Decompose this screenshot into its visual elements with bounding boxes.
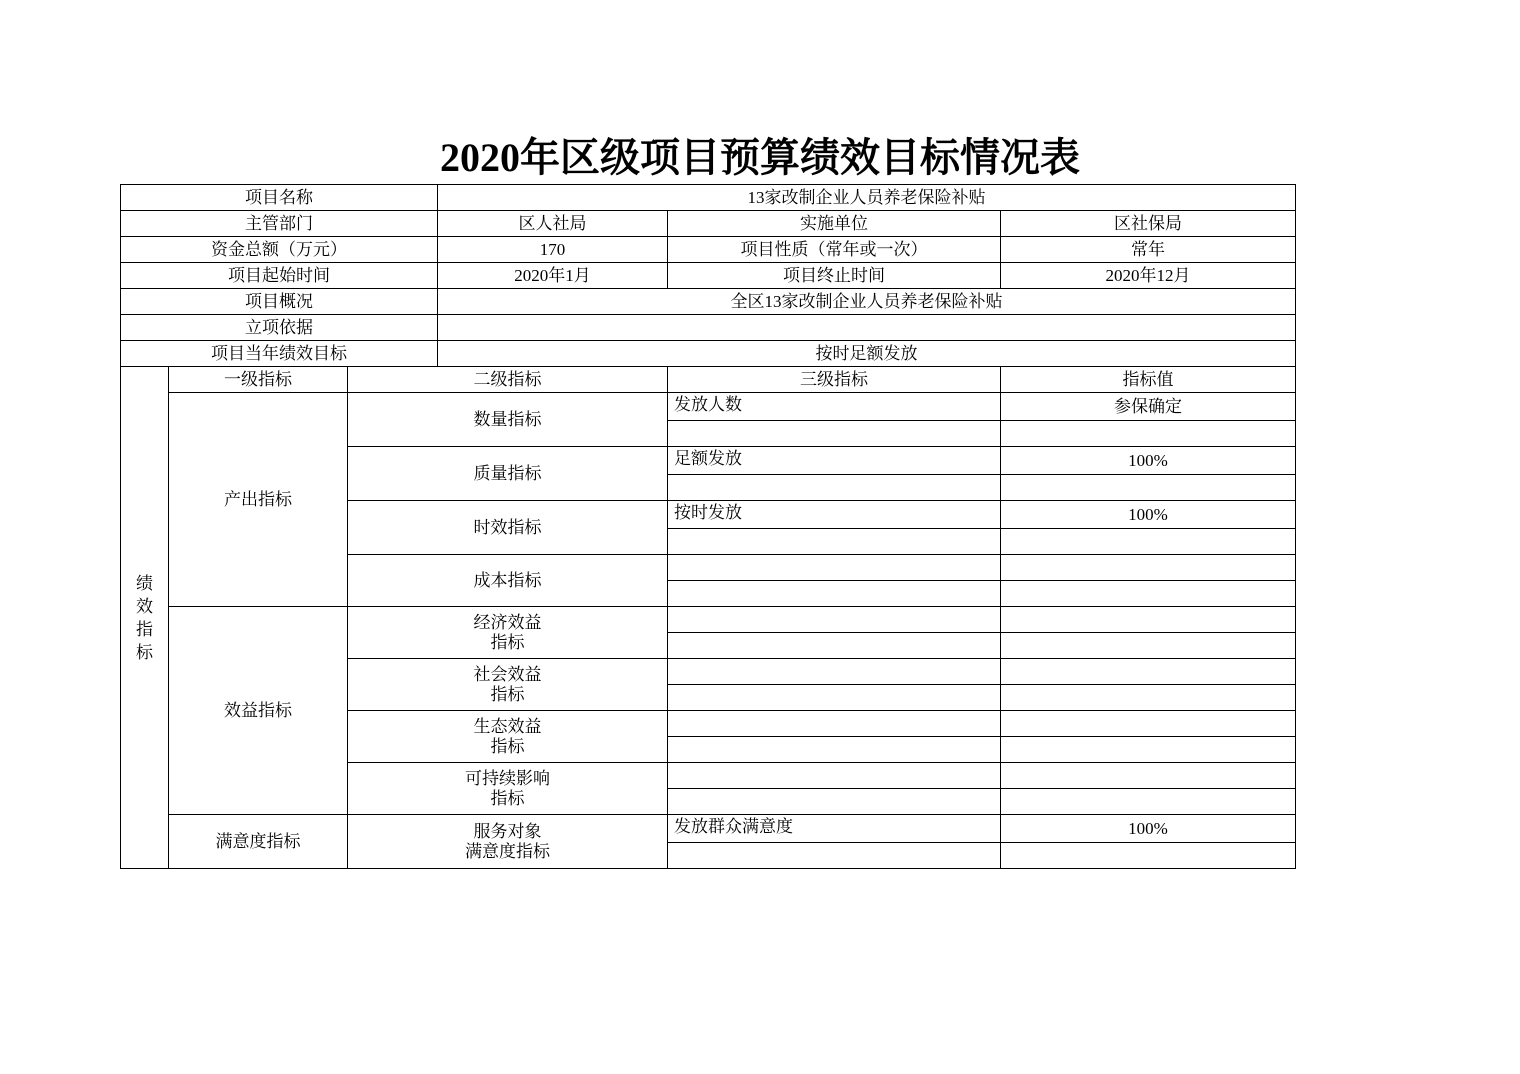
service-value: 100% — [1001, 815, 1296, 843]
quantity-label: 数量指标 — [348, 393, 668, 447]
dept-label: 主管部门 — [121, 211, 438, 237]
empty-cell — [668, 737, 1001, 763]
output-label: 产出指标 — [169, 393, 348, 607]
overview-label: 项目概况 — [121, 289, 438, 315]
social-line2: 指标 — [490, 684, 525, 704]
empty-cell — [1001, 529, 1296, 555]
row-indicator-header — [121, 367, 1296, 393]
service-line2: 满意度指标 — [465, 841, 550, 861]
basis-value — [438, 315, 1296, 341]
empty-cell — [1001, 421, 1296, 447]
row-goal — [121, 341, 1296, 367]
empty-cell — [1001, 789, 1296, 815]
empty-cell — [668, 475, 1001, 501]
empty-cell — [668, 789, 1001, 815]
empty-cell — [668, 529, 1001, 555]
empty-cell — [668, 843, 1001, 869]
empty-cell — [1001, 685, 1296, 711]
empty-cell — [668, 581, 1001, 607]
header-level3: 三级指标 — [668, 367, 1001, 393]
empty-cell — [668, 607, 1001, 633]
economic-label — [348, 607, 668, 659]
row-fund — [121, 237, 1296, 263]
satisfaction-label: 满意度指标 — [169, 815, 348, 869]
empty-cell — [1001, 711, 1296, 737]
basis-label: 立项依据 — [121, 315, 438, 341]
service-item: 发放群众满意度 — [668, 815, 1001, 843]
timeliness-item: 按时发放 — [668, 501, 1001, 529]
quality-value: 100% — [1001, 447, 1296, 475]
empty-cell — [668, 633, 1001, 659]
economic-line1: 经济效益 — [473, 612, 542, 632]
empty-cell — [668, 659, 1001, 685]
empty-cell — [1001, 633, 1296, 659]
empty-cell — [668, 555, 1001, 581]
section-label-cell — [121, 367, 169, 869]
empty-cell — [1001, 581, 1296, 607]
section-label: 绩效指标 — [136, 573, 153, 662]
nature-label: 项目性质（常年或一次） — [668, 237, 1001, 263]
fund-value: 170 — [438, 237, 668, 263]
project-name-label: 项目名称 — [121, 185, 438, 211]
end-label: 项目终止时间 — [668, 263, 1001, 289]
empty-cell — [1001, 555, 1296, 581]
start-label: 项目起始时间 — [121, 263, 438, 289]
timeliness-label: 时效指标 — [348, 501, 668, 555]
empty-cell — [1001, 659, 1296, 685]
end-value: 2020年12月 — [1001, 263, 1296, 289]
overview-value: 全区13家改制企业人员养老保险补贴 — [438, 289, 1296, 315]
service-line1: 服务对象 — [473, 821, 542, 841]
impl-value: 区社保局 — [1001, 211, 1296, 237]
sustainable-line2: 指标 — [490, 788, 525, 808]
benefit-label: 效益指标 — [169, 607, 348, 815]
empty-cell — [668, 711, 1001, 737]
ecological-label — [348, 711, 668, 763]
social-label — [348, 659, 668, 711]
empty-cell — [1001, 737, 1296, 763]
fund-label: 资金总额（万元） — [121, 237, 438, 263]
page-title: 2020年区级项目预算绩效目标情况表 — [440, 135, 1080, 180]
empty-cell — [1001, 763, 1296, 789]
empty-cell — [668, 421, 1001, 447]
economic-line2: 指标 — [490, 632, 525, 652]
row-quantity-1 — [121, 393, 1296, 421]
start-value: 2020年1月 — [438, 263, 668, 289]
quantity-value: 参保确定 — [1001, 393, 1296, 421]
project-name-value: 13家改制企业人员养老保险补贴 — [438, 185, 1296, 211]
empty-cell — [1001, 607, 1296, 633]
row-project-name — [121, 185, 1296, 211]
empty-cell — [668, 763, 1001, 789]
performance-target-table — [120, 184, 1296, 869]
row-satisfaction-1 — [121, 815, 1296, 843]
goal-value: 按时足额发放 — [438, 341, 1296, 367]
goal-label: 项目当年绩效目标 — [121, 341, 438, 367]
sustainable-label — [348, 763, 668, 815]
row-department — [121, 211, 1296, 237]
service-label — [348, 815, 668, 869]
empty-cell — [1001, 475, 1296, 501]
quantity-item: 发放人数 — [668, 393, 1001, 421]
timeliness-value: 100% — [1001, 501, 1296, 529]
empty-cell — [1001, 843, 1296, 869]
row-economic-1 — [121, 607, 1296, 633]
header-level1: 一级指标 — [169, 367, 348, 393]
nature-value: 常年 — [1001, 237, 1296, 263]
quality-item: 足额发放 — [668, 447, 1001, 475]
impl-label: 实施单位 — [668, 211, 1001, 237]
social-line1: 社会效益 — [473, 664, 542, 684]
cost-label: 成本指标 — [348, 555, 668, 607]
quality-label: 质量指标 — [348, 447, 668, 501]
dept-value: 区人社局 — [438, 211, 668, 237]
header-value: 指标值 — [1001, 367, 1296, 393]
empty-cell — [668, 685, 1001, 711]
ecological-line2: 指标 — [490, 736, 525, 756]
row-basis — [121, 315, 1296, 341]
row-overview — [121, 289, 1296, 315]
sustainable-line1: 可持续影响 — [465, 768, 550, 788]
ecological-line1: 生态效益 — [473, 716, 542, 736]
header-level2: 二级指标 — [348, 367, 668, 393]
row-time — [121, 263, 1296, 289]
